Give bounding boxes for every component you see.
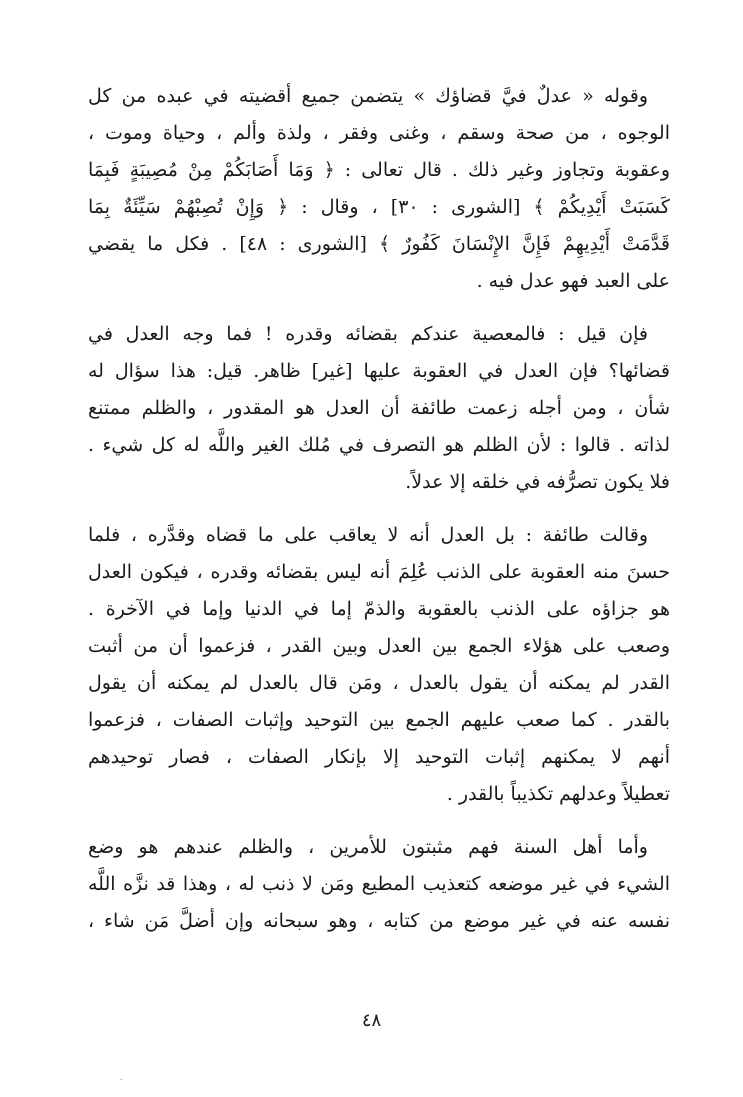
text-line: حسنَ منه العقوبة على الذنب عُلِمَ أنه ليس بقضائه وقدره ، فيكون العدل xyxy=(88,561,670,583)
text-line: هو جزاؤه على الذنب بالعقوبة والذمّ إما في الدنيا وإما في الآخرة . xyxy=(88,598,670,620)
text-line: الوجوه ، من صحة وسقم ، وغنى وفقر ، ولذة وألم ، وحياة وموت ، xyxy=(88,122,670,144)
page-number: ٤٨ xyxy=(361,1010,382,1031)
text-line: كَسَبَتْ أَيْدِيكُمْ ﴾ [الشورى : ٣٠] ، وقال : ﴿ وَإِنْ تُصِبْهُمْ سَيِّئَةٌ بِمَا xyxy=(88,196,670,218)
paragraph-1 xyxy=(88,78,670,300)
page-body xyxy=(88,78,670,940)
paragraph-2 xyxy=(88,316,670,501)
text-line: وقوله « عدلٌ فيَّ قضاؤك » يتضمن جميع أقضيته في عبده من كل xyxy=(88,85,648,107)
text-line: وعقوبة وتجاوز وغير ذلك . قال تعالى : ﴿ وَمَا أَصَابَكُمْ مِنْ مُصِيبَةٍ فَبِمَا xyxy=(88,159,670,181)
text-line: قَدَّمَتْ أَيْدِيهِمْ فَإِنَّ الإِنْسَانَ كَفُورٌ ﴾ [الشورى : ٤٨] . فكل ما يقضي xyxy=(88,233,670,255)
paragraph-4 xyxy=(88,829,670,940)
text-line: فإن قيل : فالمعصية عندكم بقضائه وقدره ! فما وجه العدل في xyxy=(88,323,648,345)
text-line: بالقدر . كما صعب عليهم الجمع بين التوحيد وإثبات الصفات ، فزعموا xyxy=(88,709,670,731)
text-line: القدر لم يمكنه أن يقول بالعدل ، ومَن قال بالعدل لم يمكنه أن يقول xyxy=(88,672,670,694)
text-line: وقالت طائفة : بل العدل أنه لا يعاقب على ما قضاه وقدَّره ، فلما xyxy=(88,524,648,546)
text-line: وصعب على هؤلاء الجمع بين العدل وبين القدر ، فزعموا أن من أثبت xyxy=(88,635,670,657)
paragraph-3 xyxy=(88,517,670,813)
text-line: قضائها؟ فإن العدل في العقوبة عليها [غير] ظاهر. قيل: هذا سؤال له xyxy=(88,360,670,382)
text-line: على العبد فهو عدل فيه . xyxy=(476,270,670,292)
text-line: تعطيلاً وعدلهم تكذيباً بالقدر . xyxy=(446,783,670,805)
text-line: الشيء في غير موضعه كتعذيب المطيع ومَن لا ذنب له ، وهذا قد نزَّه اللَّه xyxy=(88,873,670,895)
text-line: لذاته . قالوا : لأن الظلم هو التصرف في مُلك الغير واللَّه له كل شيء . xyxy=(88,434,670,456)
text-line: شأن ، ومن أجله زعمت طائفة أن العدل هو المقدور ، والظلم ممتنع xyxy=(88,397,670,419)
text-line: أنهم لا يمكنهم إثبات التوحيد إلا بإنكار الصفات ، فصار توحيدهم xyxy=(88,746,670,768)
scan-speck xyxy=(120,1079,123,1080)
text-line: وأما أهل السنة فهم مثبتون للأمرين ، والظلم عندهم هو وضع xyxy=(88,836,648,858)
text-line: نفسه عنه في غير موضع من كتابه ، وهو سبحانه وإن أضلَّ مَن شاء ، xyxy=(88,910,670,932)
text-line: فلا يكون تصرُّفه في خلقه إلا عدلاً. xyxy=(405,471,670,493)
